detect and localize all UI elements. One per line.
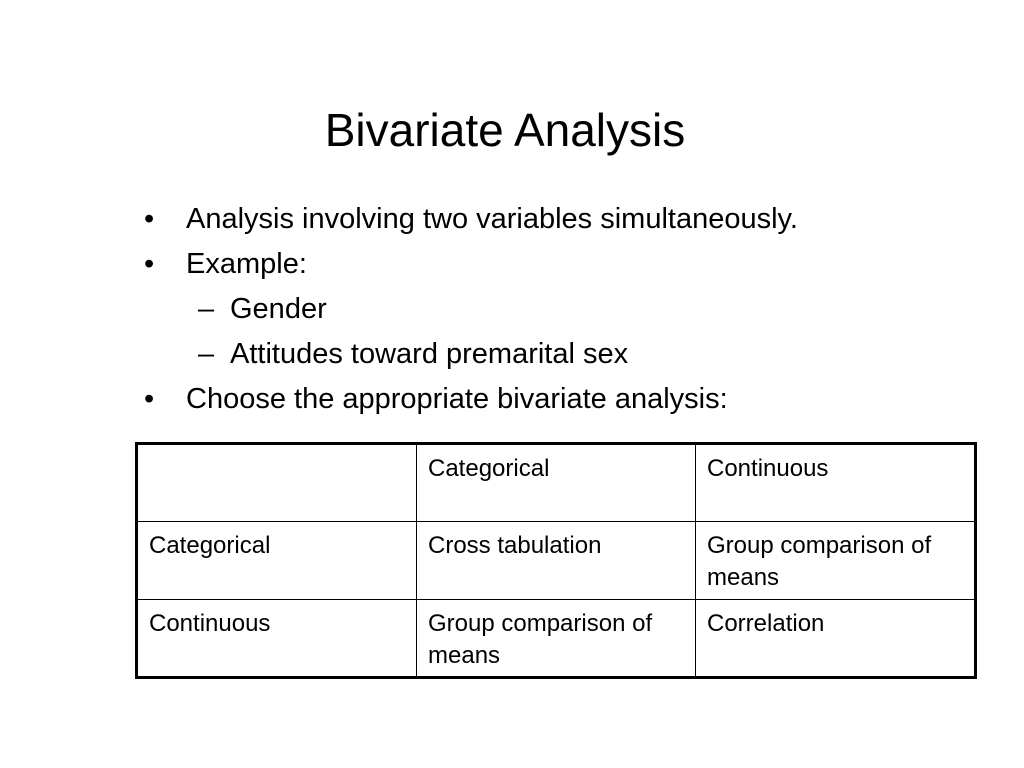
column-header-cell: Categorical bbox=[417, 444, 696, 522]
table-row bbox=[137, 522, 976, 600]
sub-bullet-text: Gender bbox=[230, 293, 327, 325]
sub-bullet-item bbox=[140, 332, 798, 377]
sub-bullet-marker: – bbox=[198, 293, 215, 325]
row-header-cell: Continuous bbox=[137, 600, 417, 678]
table-cell: Group comparison of means bbox=[417, 600, 696, 678]
table-cell: Cross tabulation bbox=[417, 522, 696, 600]
table-header-row bbox=[137, 444, 976, 522]
bullet-text: Choose the appropriate bivariate analysis: bbox=[186, 383, 728, 415]
table-cell: Correlation bbox=[696, 600, 976, 678]
sub-bullet-item bbox=[140, 287, 798, 332]
row-header-cell: Categorical bbox=[137, 522, 417, 600]
bullet-marker: • bbox=[144, 203, 155, 235]
sub-bullet-text: Attitudes toward premarital sex bbox=[230, 338, 629, 370]
bullet-text: Example: bbox=[186, 248, 307, 280]
bullet-marker: • bbox=[144, 248, 155, 280]
table-row bbox=[137, 600, 976, 678]
analysis-matrix-table bbox=[135, 442, 977, 679]
column-header-cell: Continuous bbox=[696, 444, 976, 522]
slide-title: Bivariate Analysis bbox=[324, 104, 686, 156]
bullet-item bbox=[140, 377, 798, 422]
bullet-marker: • bbox=[144, 383, 155, 415]
table-corner-cell bbox=[137, 444, 417, 522]
bullet-text: Analysis involving two variables simultaneously. bbox=[186, 203, 798, 235]
bullet-item bbox=[140, 242, 798, 287]
bullet-list bbox=[140, 197, 798, 422]
sub-bullet-marker: – bbox=[198, 338, 215, 370]
table-cell: Group comparison of means bbox=[696, 522, 976, 600]
bullet-item bbox=[140, 197, 798, 242]
